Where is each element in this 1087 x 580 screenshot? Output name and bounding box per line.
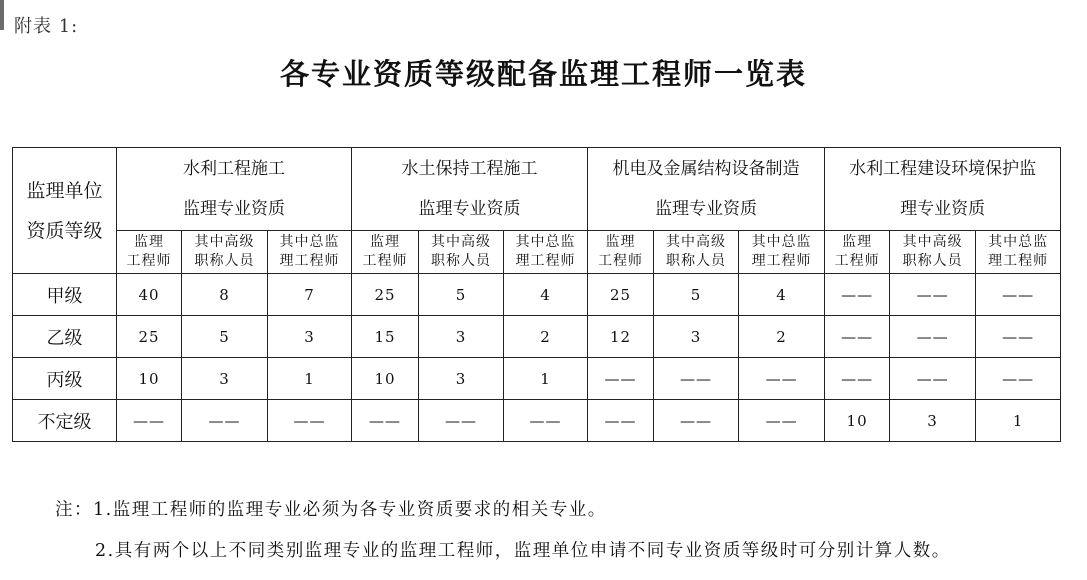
table-cell: 3 <box>890 400 976 442</box>
sub-header-line2: 工程师 <box>834 253 880 269</box>
sub-header-line2: 工程师 <box>598 253 644 269</box>
table-cell: 12 <box>588 316 654 358</box>
table-cell: —— <box>739 400 825 442</box>
table-row <box>13 316 1061 358</box>
sub-header-engineers <box>588 231 654 274</box>
table-cell: 2 <box>739 316 825 358</box>
table-cell: 1 <box>976 400 1061 442</box>
group-header-line1: 机电及金属结构设备制造 <box>612 159 800 179</box>
table-cell: 5 <box>419 274 504 316</box>
table-cell: —— <box>890 274 976 316</box>
table-cell: —— <box>890 316 976 358</box>
table-cell: 4 <box>504 274 588 316</box>
table-cell: —— <box>976 316 1061 358</box>
table-cell: —— <box>117 400 182 442</box>
document-title: 各专业资质等级配备监理工程师一览表 <box>279 57 807 91</box>
sub-header-line2: 职称人员 <box>902 253 963 269</box>
group-header-line1: 水利工程施工 <box>183 159 285 179</box>
table-cell: —— <box>739 358 825 400</box>
table-cell: 3 <box>419 316 504 358</box>
table-cell: 10 <box>825 400 890 442</box>
table-cell: 10 <box>117 358 182 400</box>
sub-header-line2: 职称人员 <box>666 253 727 269</box>
table-cell: —— <box>504 400 588 442</box>
attachment-label: 附表 1: <box>14 16 79 37</box>
table-cell: —— <box>654 358 739 400</box>
sub-header-line1: 其中总监 <box>988 234 1049 250</box>
table-cell: —— <box>268 400 352 442</box>
group-header-line1: 水土保持工程施工 <box>401 159 538 179</box>
table-cell: —— <box>654 400 739 442</box>
sub-header-line2: 理工程师 <box>751 253 812 269</box>
sub-header-line1: 其中总监 <box>515 234 576 250</box>
group-header-soil-conservation <box>352 148 588 231</box>
table-cell: 4 <box>739 274 825 316</box>
table-cell: 15 <box>352 316 419 358</box>
table-cell: 3 <box>268 316 352 358</box>
sub-header-engineers <box>825 231 890 274</box>
table-cell: 25 <box>588 274 654 316</box>
table-cell: 40 <box>117 274 182 316</box>
table-body <box>13 274 1061 442</box>
table-cell: —— <box>182 400 268 442</box>
staffing-table <box>12 147 1061 442</box>
group-header-environmental <box>825 148 1061 231</box>
sub-header-engineers <box>352 231 419 274</box>
sub-header-senior-title <box>654 231 739 274</box>
note-1: 注：1.监理工程师的监理专业必须为各专业资质要求的相关专业。 <box>55 500 607 520</box>
sub-header-line1: 其中高级 <box>902 234 963 250</box>
sub-header-chief-engineers <box>976 231 1061 274</box>
table-row <box>13 274 1061 316</box>
table-cell: 5 <box>182 316 268 358</box>
table-cell: 2 <box>504 316 588 358</box>
group-header-line2: 监理专业资质 <box>655 199 758 219</box>
sub-header-row <box>13 231 1061 274</box>
group-header-line1: 水利工程建设环境保护监 <box>849 159 1037 179</box>
grade-label: 丙级 <box>13 358 117 400</box>
table-cell: —— <box>976 358 1061 400</box>
sub-header-line2: 理工程师 <box>515 253 576 269</box>
table-cell: —— <box>419 400 504 442</box>
sub-header-line2: 职称人员 <box>431 253 492 269</box>
sub-header-line1: 其中高级 <box>666 234 727 250</box>
table-cell: 10 <box>352 358 419 400</box>
group-header-line2: 理专业资质 <box>900 199 986 219</box>
table-cell: 7 <box>268 274 352 316</box>
corner-header-line2: 资质等级 <box>26 219 103 242</box>
sub-header-chief-engineers <box>739 231 825 274</box>
grade-label: 不定级 <box>13 400 117 442</box>
table-row <box>13 358 1061 400</box>
table-row <box>13 400 1061 442</box>
sub-header-chief-engineers <box>504 231 588 274</box>
sub-header-senior-title <box>182 231 268 274</box>
table-cell: —— <box>890 358 976 400</box>
corner-header <box>13 148 117 274</box>
table-cell: 25 <box>352 274 419 316</box>
table-cell: —— <box>588 400 654 442</box>
sub-header-line1: 其中总监 <box>751 234 812 250</box>
sub-header-line1: 监理 <box>605 234 636 250</box>
corner-header-line1: 监理单位 <box>26 179 103 202</box>
sub-header-line1: 监理 <box>370 234 401 250</box>
table-cell: —— <box>825 274 890 316</box>
sub-header-senior-title <box>890 231 976 274</box>
sub-header-line2: 理工程师 <box>988 253 1049 269</box>
grade-label: 甲级 <box>13 274 117 316</box>
sub-header-line1: 监理 <box>134 234 164 250</box>
sub-header-line1: 其中总监 <box>279 234 340 250</box>
page-corner-mark <box>0 0 4 30</box>
sub-header-line1: 其中高级 <box>194 234 255 250</box>
table-cell: 3 <box>419 358 504 400</box>
sub-header-engineers <box>117 231 182 274</box>
grade-label: 乙级 <box>13 316 117 358</box>
sub-header-line2: 工程师 <box>126 253 172 269</box>
table-cell: 1 <box>268 358 352 400</box>
sub-header-line2: 理工程师 <box>279 253 340 269</box>
group-header-water-conservancy <box>117 148 352 231</box>
sub-header-line2: 职称人员 <box>194 253 255 269</box>
table-cell: 5 <box>654 274 739 316</box>
sub-header-line2: 工程师 <box>362 253 408 269</box>
table-cell: —— <box>588 358 654 400</box>
sub-header-senior-title <box>419 231 504 274</box>
table-cell: —— <box>825 316 890 358</box>
table-cell: 3 <box>654 316 739 358</box>
sub-header-line1: 监理 <box>842 234 873 250</box>
table-cell: —— <box>825 358 890 400</box>
group-header-line2: 监理专业资质 <box>183 199 285 219</box>
table-cell: 1 <box>504 358 588 400</box>
table-cell: —— <box>352 400 419 442</box>
table-cell: 8 <box>182 274 268 316</box>
sub-header-line1: 其中高级 <box>431 234 492 250</box>
sub-header-chief-engineers <box>268 231 352 274</box>
group-header-line2: 监理专业资质 <box>418 199 521 219</box>
table-cell: —— <box>976 274 1061 316</box>
table-cell: 25 <box>117 316 182 358</box>
note-2: 2.具有两个以上不同类别监理专业的监理工程师，监理单位申请不同专业资质等级时可分别计算人数。 <box>95 541 951 561</box>
table-cell: 3 <box>182 358 268 400</box>
group-header-electromechanical <box>588 148 825 231</box>
